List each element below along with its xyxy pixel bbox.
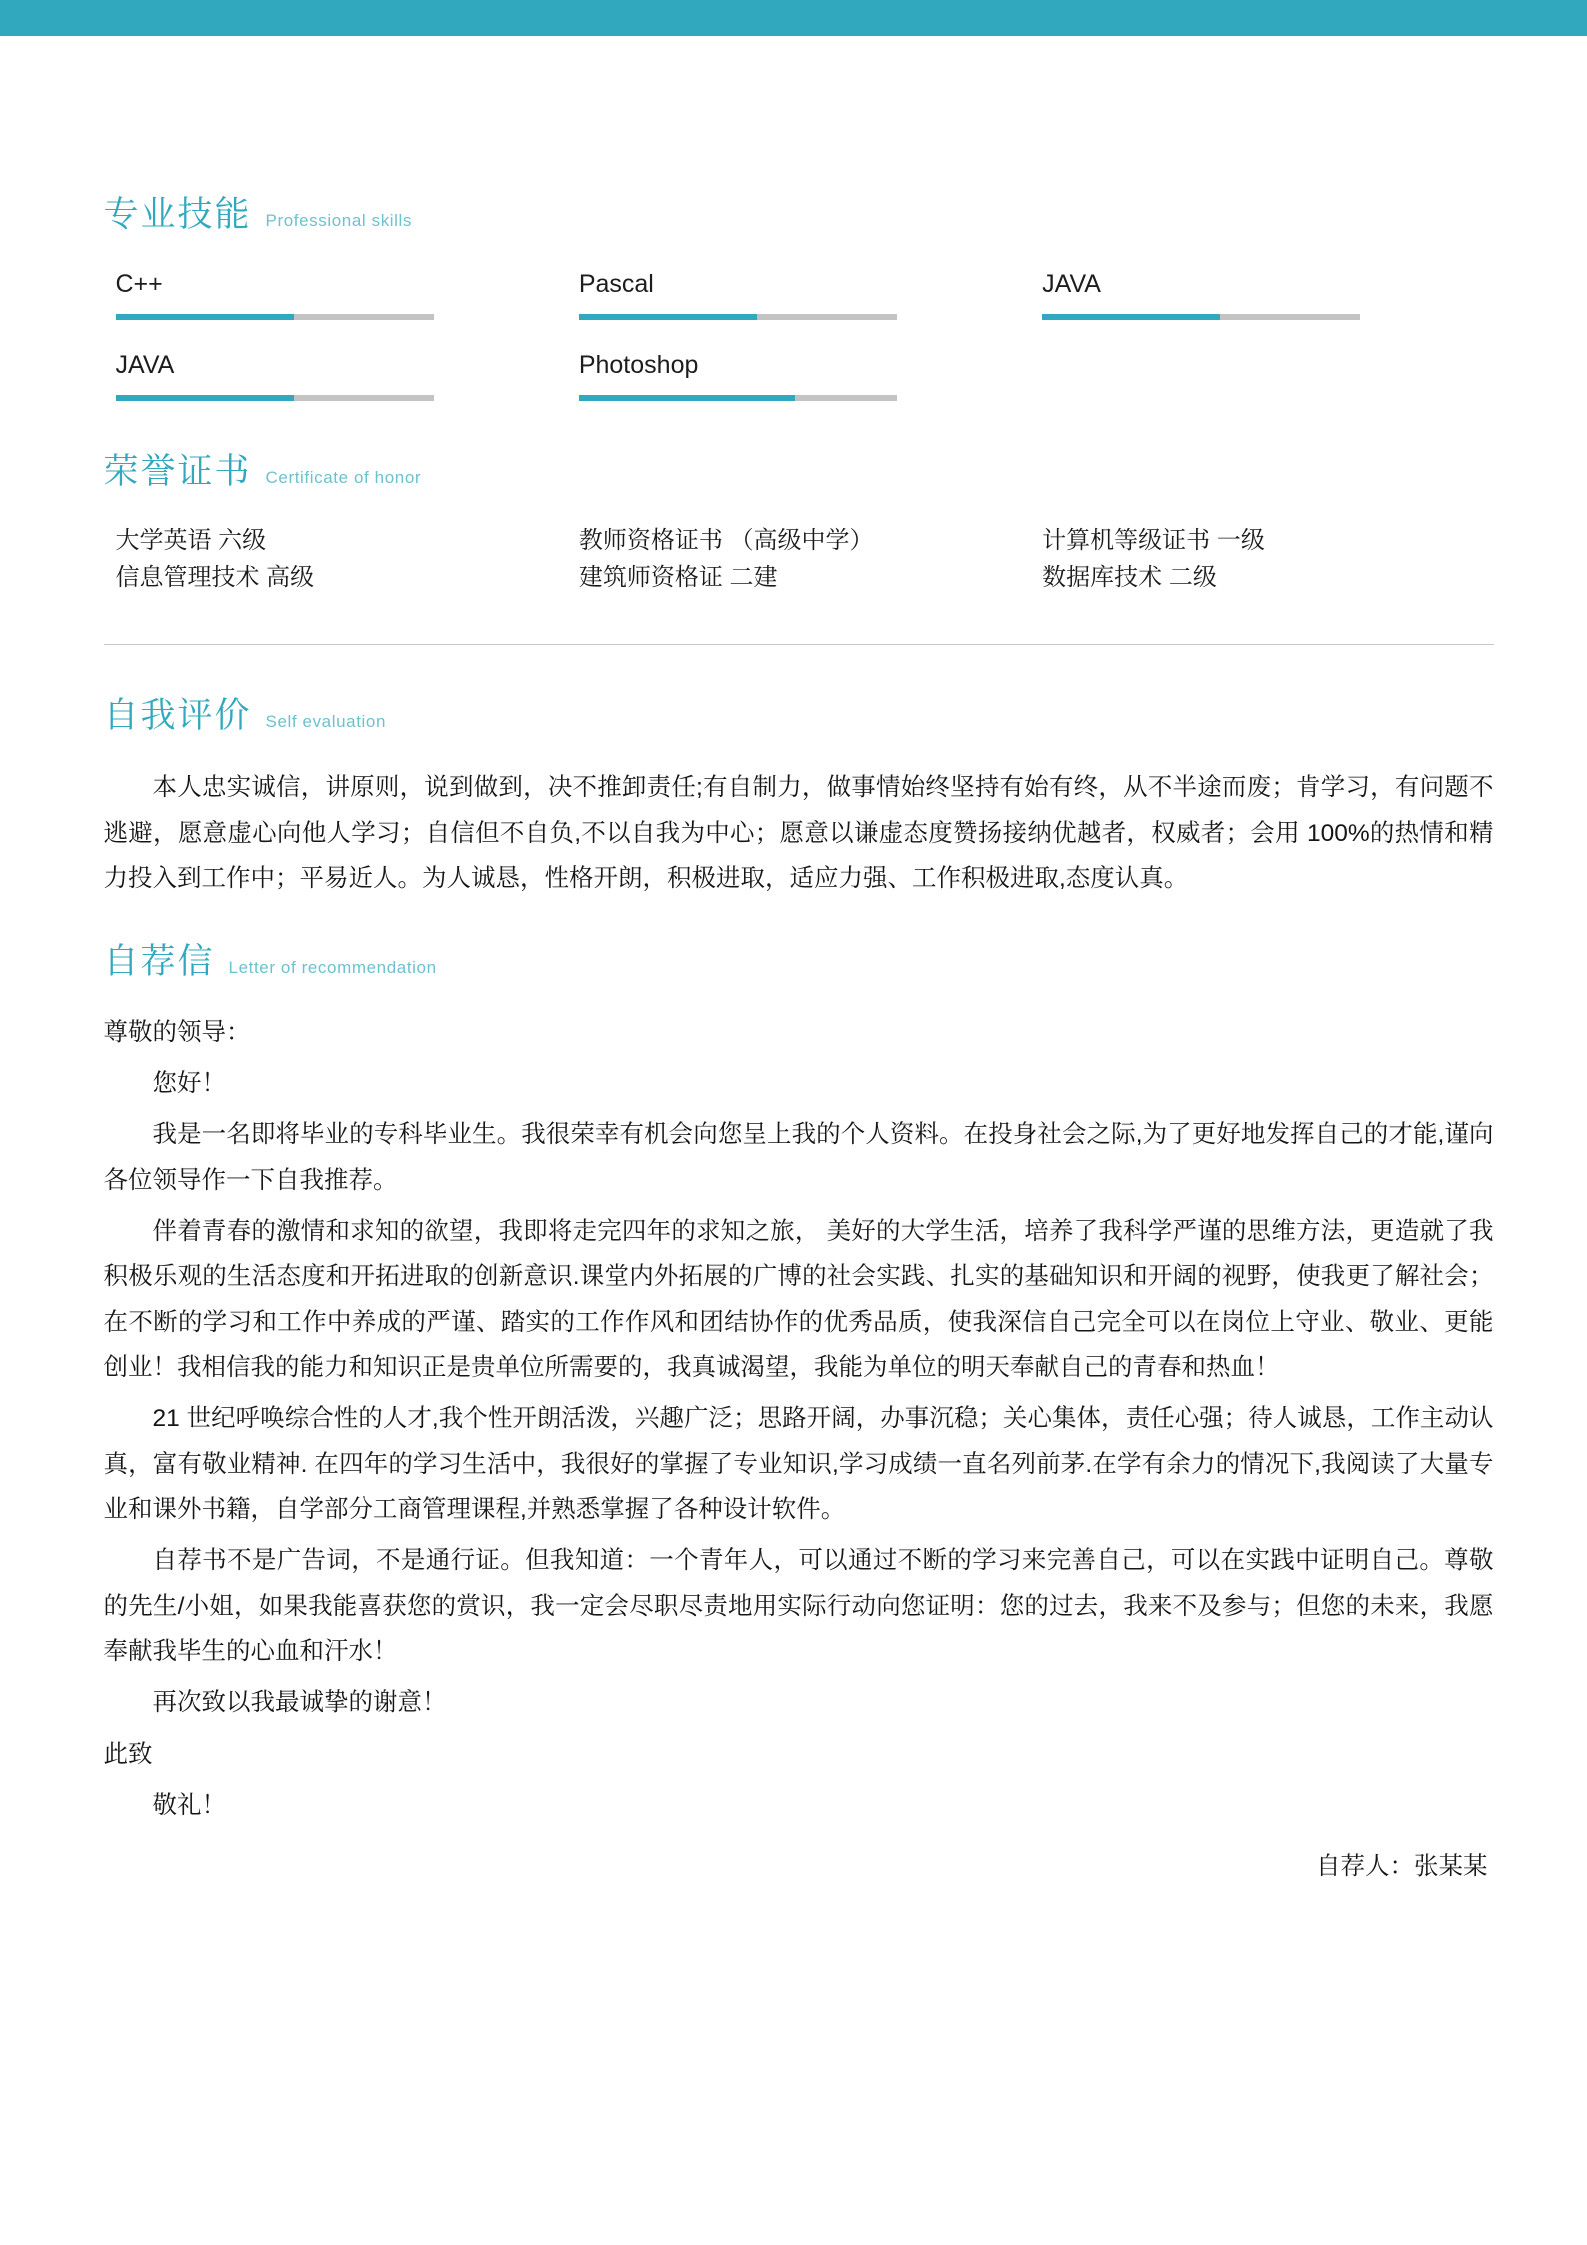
letter-greeting: 您好！ [152,1070,226,1098]
honors-column [567,522,1030,596]
letter-heading-cn: 自荐信 [103,942,215,982]
skill-progress-fill [116,314,294,320]
honors-heading-en: Certificate of honor [265,468,422,487]
honors-section-heading [104,453,1494,492]
skills-heading-en: Professional skills [265,211,413,230]
letter-heading-en: Letter of recommendation [228,958,437,978]
skill-item [567,269,897,320]
skill-label: Photoshop [578,350,699,379]
letter-paragraph: 自荐书不是广告词，不是通行证。但我知道：一个青年人，可以通过不断的学习来完善自己，可以在实践中证明自己。尊敬的先生/小姐，如果我能喜获您的赏识，我一定会尽职尽责地用实际行动向您证明：您的过去，我来不及参与；但您的未来，我愿奉献我毕生的心血和汗水！ [103,1547,1494,1665]
skill-progress-fill [579,395,795,401]
honors-section [104,401,1494,645]
honor-item: 建筑师资格证 二建 [578,563,778,591]
honor-item: 数据库技术 二级 [1042,563,1217,591]
letter-signature: 自荐人：张某某 [1316,1853,1488,1881]
skill-progress-fill [116,395,294,401]
self-evaluation-text: 本人忠实诚信，讲原则，说到做到，决不推卸责任;有自制力，做事情始终坚持有始有终，从不半途而废；肯学习，有问题不逃避，愿意虚心向他人学习；自信但不自负,不以自我为中心；愿意以谦虚态度赞扬接纳优越者，权威者；会用 100%的热情和精力投入到工作中；平易近人。为人诚恳，性格开朗，积极进取，适应力强、工作积极进取,态度认真。 [103,774,1494,892]
skill-item [567,350,897,401]
honors-column [104,522,567,596]
honors-heading-cn: 荣誉证书 [103,452,252,491]
skill-label: JAVA [1042,269,1101,298]
letter-closing-1: 此致 [103,1740,153,1768]
skill-progress-fill [1042,314,1220,320]
honor-item: 计算机等级证书 一级 [1042,526,1265,554]
letter-salutation: 尊敬的领导： [103,1018,251,1046]
resume-content [94,36,1494,1889]
self-evaluation-heading-cn: 自我评价 [103,695,252,735]
letter-section [104,901,1494,1889]
honor-item: 信息管理技术 高级 [115,563,315,591]
honor-item: 教师资格证书 （高级中学） [578,526,874,554]
letter-paragraph: 再次致以我最诚挚的谢意！ [152,1689,447,1717]
top-accent-bar [0,0,1587,36]
honor-item: 大学英语 六级 [115,526,267,554]
skill-progress-track [579,395,897,401]
professional-skills-section [104,36,1494,401]
skills-section-heading [104,196,1494,235]
skill-label: Pascal [578,269,654,298]
letter-paragraph: 伴着青春的激情和求知的欲望，我即将走完四年的求知之旅， 美好的大学生活，培养了我科学严谨的思维方法，更造就了我积极乐观的生活态度和开拓进取的创新意识.课堂内外拓展的广博的社会实践、扎实的基础知识和开阔的视野，使我更了解社会；在不断的学习和工作中养成的严谨、踏实的工作作风和团结协作的优秀品质，使我深信自己完全可以在岗位上守业、敬业、更能创业！我相信我的能力和知识正是贵单位所需要的，我真诚渴望，我能为单位的明天奉献自己的青春和热血！ [103,1218,1494,1381]
letter-closing-2: 敬礼！ [152,1791,226,1819]
self-evaluation-heading-en: Self evaluation [265,711,387,731]
letter-paragraph: 我是一名即将毕业的专科毕业生。我很荣幸有机会向您呈上我的个人资料。在投身社会之际,为了更好地发挥自己的才能,谨向各位领导作一下自我推荐。 [103,1121,1494,1194]
skills-grid [104,269,1494,402]
honors-column [1030,522,1493,596]
skill-item [104,269,434,320]
honors-grid [104,522,1494,596]
skills-heading-cn: 专业技能 [103,195,252,234]
skill-progress-track [1042,314,1360,320]
letter-body [104,1010,1494,1828]
skill-progress-track [116,395,434,401]
letter-heading [104,943,1494,982]
skill-progress-fill [579,314,757,320]
resume-page [0,36,1587,1889]
self-evaluation-heading [104,697,1494,736]
skill-item [104,350,434,401]
skill-label: C++ [115,269,163,298]
skill-progress-track [579,314,897,320]
self-evaluation-section [104,645,1494,901]
skill-label: JAVA [115,350,175,379]
skill-progress-track [116,314,434,320]
skill-item [1030,269,1360,320]
letter-paragraph: 21 世纪呼唤综合性的人才,我个性开朗活泼，兴趣广泛；思路开阔，办事沉稳；关心集体，责任心强；待人诚恳，工作主动认真，富有敬业精神. 在四年的学习生活中，我很好的掌握了专业知识,学习成绩一直名列前茅.在学有余力的情况下,我阅读了大量专业和课外书籍，自学部分工商管理课程,并熟悉掌握了各种设计软件。 [103,1405,1494,1523]
